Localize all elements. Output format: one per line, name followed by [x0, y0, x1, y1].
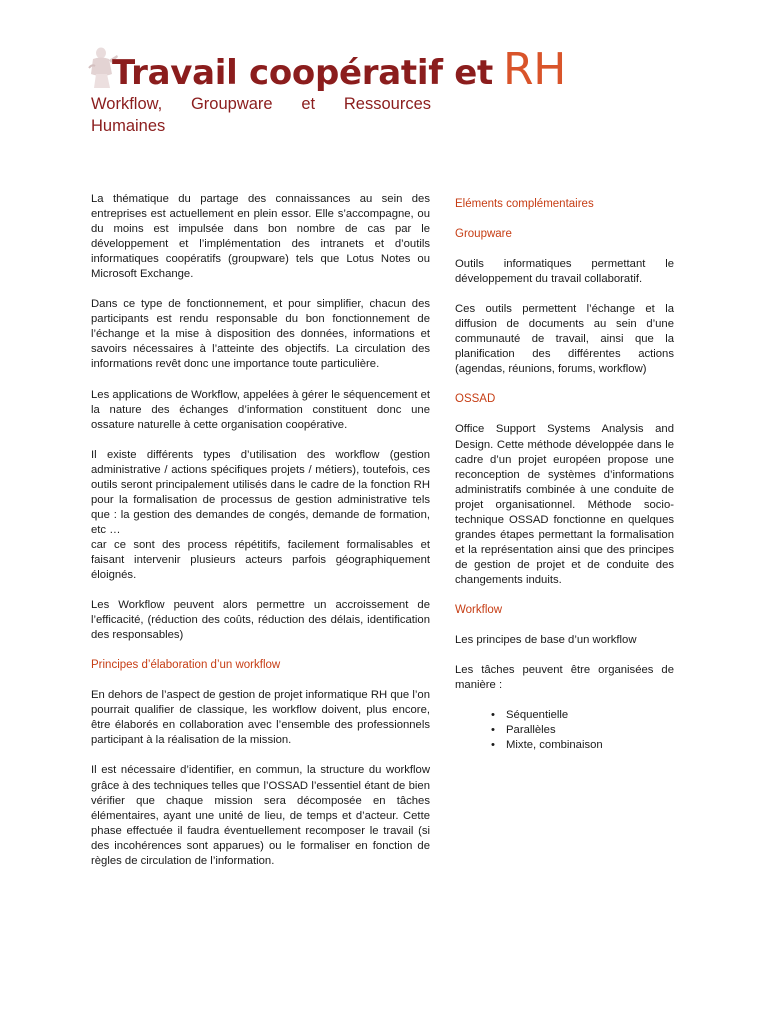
- paragraph-workflow-1: Les principes de base d’un workflow: [455, 634, 637, 647]
- paragraph-efficacite: Les Workflow peuvent alors permettre un accroissement de l’efficacité, (réduction des coûts, réduction des délais, identification des responsables): [91, 599, 430, 642]
- paragraph-groupware-2: Ces outils permettent l’échange et la diffusion de documents au sein d’une communauté de travail, ainsi que la planification des différentes actions (agendas, réunions, forums, workflow): [455, 303, 674, 376]
- heading-groupware: Groupware: [455, 228, 512, 241]
- list-item: • Séquentielle: [506, 708, 674, 723]
- workflow-list: [455, 708, 674, 753]
- paragraph-fonctionnement: Dans ce type de fonctionnement, et pour simplifier, chacun des participants est rendu responsable du bon fonctionnement de l’échange et la mise à disposition des données, informations et savoirs nécessaires à l’atteinte des objectifs. La circulation des informations revêt donc une importance toute particulière.: [91, 298, 430, 371]
- paragraph-groupware-1: Outils informatiques permettant le développement du travail collaboratif.: [455, 258, 674, 286]
- paragraph-types: Il existe différents types d’utilisation des workflow (gestion administrative / actions spécifiques projets / métiers), toutefois, ces outils seront principalement utilisés dans le cadre de la fonction RH pour la formalisation de processus de gestion administrative tels que : la gestion des demandes de congés, demande de formation, etc …: [91, 448, 430, 536]
- heading-elements: Eléments complémentaires: [455, 198, 594, 210]
- paragraph-ossad: Office Support Systems Analysis and Design. Cette méthode développée dans le cadre d’un projet européen propose une reconception de systèmes d’informations administratifs combinée à une conduite de projet organisationnel. Méthode socio-technique OSSAD fonctionne en quelques grandes étapes permettant la formalisation et la représentation ainsi que des principes de gestion de projet et de conduite des changements induits.: [455, 423, 674, 586]
- title-main: Travail coopératif et: [112, 53, 493, 93]
- title-accent: RH: [502, 44, 567, 95]
- right-column: [455, 197, 674, 753]
- list-item: • Mixte, combinaison: [506, 738, 674, 753]
- heading-principes: Principes d’élaboration d’un workflow: [91, 659, 281, 672]
- paragraph-dehors: En dehors de l’aspect de gestion de projet informatique RH que l’on pourrait qualifier de classique, les workflow doivent, plus encore, être élaborés en collaboration avec l’ensemble des professionnels participant à la réalisation de la mission.: [91, 689, 430, 747]
- list-item: • Parallèles: [506, 723, 674, 738]
- paragraph-types-cont: car ce sont des process répétitifs, facilement formalisables et faisant intervenir plusieurs acteurs parfois géographiquement éloignés.: [91, 538, 430, 582]
- paragraph-identifier: Il est nécessaire d’identifier, en commun, la structure du workflow grâce à des techniques telles que l’OSSAD l’essentiel étant de bien vérifier que chaque mission sera décomposée en tâches élémentaires, ayant une unité de lieu, de temps et d’acteur. Cette phase effectuée il faudra éventuellement recomposer le travail (si des incohérences sont apparues) ou le formaliser en fonction de règles de circulation de l’information.: [91, 764, 430, 867]
- heading-ossad: OSSAD: [455, 393, 496, 406]
- paragraph-intro: La thématique du partage des connaissances au sein des entreprises est actuellement en plein essor. Elle s’accompagne, ou du moins est impulsée dans bon nombre de cas par le développement et l’implémentation des intranets et d’outils informatiques coopératifs (groupware) tels que Lotus Notes ou Microsoft Exchange.: [91, 193, 430, 281]
- subtitle: Workflow, Groupware et Ressources Humaines: [91, 95, 431, 135]
- paragraph-applications: Les applications de Workflow, appelées à gérer le séquencement et la nature des échanges d’information constituent donc une ossature naturelle à cette organisation coopérative.: [91, 388, 430, 431]
- heading-workflow: Workflow: [455, 603, 503, 616]
- left-column: [91, 192, 430, 869]
- page-title: [112, 44, 566, 99]
- paragraph-workflow-2: Les tâches peuvent être organisées de manière :: [455, 664, 674, 692]
